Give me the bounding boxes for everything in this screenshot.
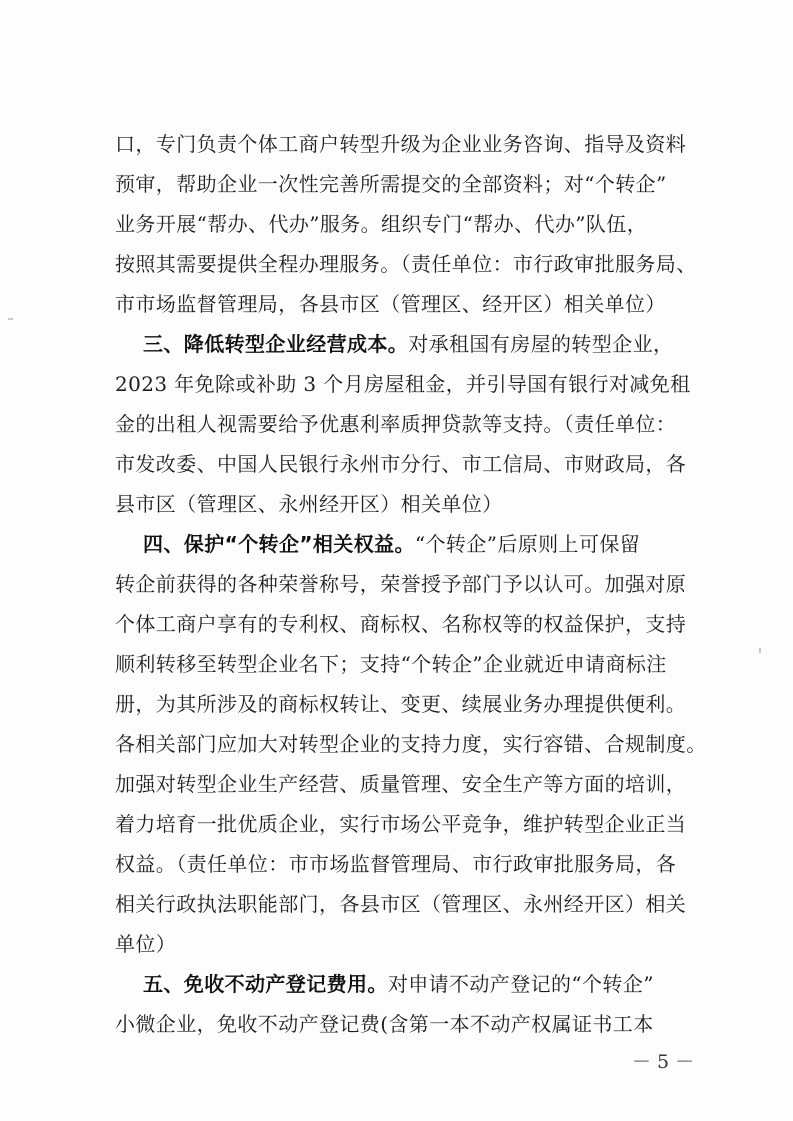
- text-line: [115, 964, 695, 1004]
- text-line: 按照其需要提供全程办理服务。（责任单位：市行政审批服务局、: [115, 252, 697, 276]
- text-fragment: “个转企”后原则上可保留: [414, 532, 641, 556]
- text-line: 着力培育一批优质企业，实行市场公平竞争，维护转型企业正当: [115, 812, 687, 836]
- text-line: [115, 524, 695, 564]
- section-heading: 四、保护“个转企”相关权益。: [143, 532, 415, 556]
- section-heading: 五、免收不动产登记费用。: [143, 972, 388, 996]
- text-line: 市发改委、中国人民银行永州市分行、市工信局、市财政局，各: [115, 452, 687, 476]
- text-line: 个体工商户享有的专利权、商标权、名称权等的权益保护，支持: [115, 612, 687, 636]
- text-line: 小微企业，免收不动产登记费(含第一本不动产权属证书工本: [115, 1012, 654, 1036]
- text-line: 口，专门负责个体工商户转型升级为企业业务咨询、指导及资料: [115, 132, 687, 156]
- text-line: 各相关部门应加大对转型企业的支持力度，实行容错、合规制度。: [115, 732, 707, 756]
- text-line: 加强对转型企业生产经营、质量管理、安全生产等方面的培训，: [115, 772, 687, 796]
- text-line: 县市区（管理区、永州经开区）相关单位）: [115, 492, 503, 516]
- document-body: [115, 124, 707, 1044]
- section-heading: 三、降低转型企业经营成本。: [143, 332, 409, 356]
- scan-speck-left: [8, 318, 13, 320]
- text-line: 册，为其所涉及的商标权转让、变更、续展业务办理提供便利。: [115, 692, 687, 716]
- text-line: [115, 324, 695, 364]
- paragraph-continuation: [115, 124, 695, 324]
- paragraph-section-3: [115, 324, 695, 524]
- scan-speck-right: [759, 648, 761, 653]
- text-line: 相关行政执法职能部门，各县市区（管理区、永州经开区）相关: [115, 892, 687, 916]
- text-line: 市市场监督管理局，各县市区（管理区、经开区）相关单位）: [115, 292, 666, 316]
- page-number: － 5 －: [632, 1051, 695, 1073]
- paragraph-section-5: [115, 964, 695, 1044]
- text-line: 转企前获得的各种荣誉称号，荣誉授予部门予以认可。加强对原: [115, 572, 687, 596]
- text-fragment: 对申请不动产登记的“个转企”: [387, 972, 654, 996]
- text-fragment: 对承租国有房屋的转型企业，: [408, 332, 674, 356]
- text-line: 业务开展“帮办、代办”服务。组织专门“帮办、代办”队伍，: [115, 212, 648, 236]
- text-line: 2023 年免除或补助 3 个月房屋租金，并引导国有银行对减免租: [115, 372, 691, 396]
- text-line: 预审，帮助企业一次性完善所需提交的全部资料；对“个转企”: [115, 172, 667, 196]
- text-line: 权益。（责任单位：市市场监督管理局、市行政审批服务局，各: [115, 852, 677, 876]
- paragraph-section-4: [115, 524, 707, 964]
- text-line: 顺利转移至转型企业名下；支持“个转企”企业就近申请商标注: [115, 652, 667, 676]
- text-line: 单位）: [115, 932, 177, 956]
- text-line: 金的出租人视需要给予优惠利率质押贷款等支持。（责任单位：: [115, 412, 677, 436]
